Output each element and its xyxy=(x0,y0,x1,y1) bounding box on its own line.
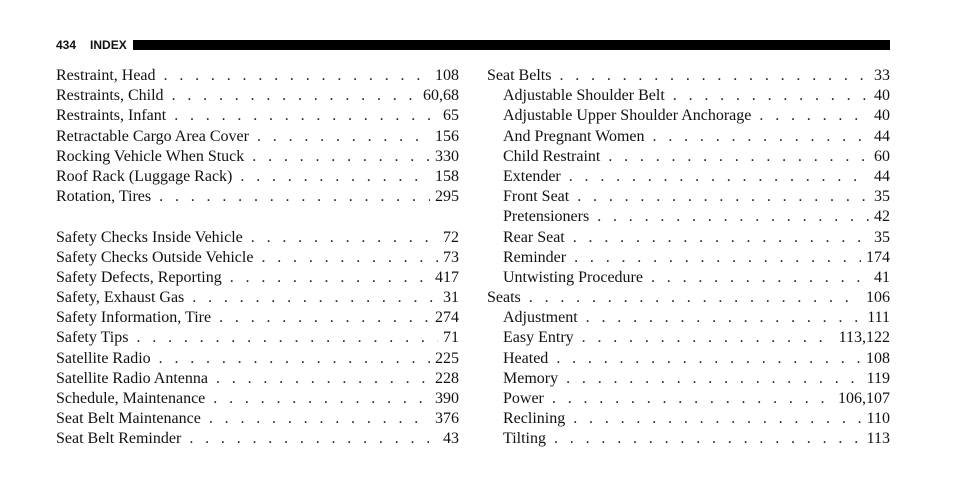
index-pages: 110 xyxy=(866,410,890,428)
dot-leader xyxy=(230,268,430,288)
dot-leader xyxy=(573,409,861,429)
index-term: Tilting xyxy=(503,430,546,448)
index-entry xyxy=(56,86,459,106)
dot-leader xyxy=(164,66,430,86)
index-subentry xyxy=(487,106,890,126)
index-entry xyxy=(56,167,459,187)
index-term: Reminder xyxy=(503,248,567,266)
index-pages: 41 xyxy=(874,268,890,286)
dot-leader xyxy=(159,349,430,369)
dot-leader xyxy=(559,66,869,86)
index-term: Safety Defects, Reporting xyxy=(56,268,222,286)
dot-leader xyxy=(189,429,438,449)
index-term: Seats xyxy=(487,289,521,307)
dot-leader xyxy=(597,207,869,227)
index-entry xyxy=(56,187,459,207)
dot-leader xyxy=(251,228,438,248)
index-column-left xyxy=(56,66,459,450)
dot-leader xyxy=(174,106,438,126)
dot-leader xyxy=(673,86,869,106)
index-subentry xyxy=(487,207,890,227)
index-term: Reclining xyxy=(503,410,566,428)
index-subentry xyxy=(487,389,890,409)
index-pages: 40 xyxy=(874,87,890,105)
index-entry xyxy=(56,308,459,328)
index-subentry xyxy=(487,127,890,147)
dot-leader xyxy=(252,147,430,167)
index-pages: 35 xyxy=(874,188,890,206)
index-term: Power xyxy=(503,390,544,407)
index-entry xyxy=(56,66,459,86)
index-term: Adjustable Upper Shoulder Anchorage xyxy=(503,107,752,125)
index-pages: 60 xyxy=(874,147,890,165)
index-pages: 376 xyxy=(435,410,459,428)
dot-leader xyxy=(573,228,869,248)
index-pages: 225 xyxy=(435,349,459,367)
index-pages: 295 xyxy=(435,188,459,206)
index-pages: 274 xyxy=(435,309,459,327)
index-pages: 31 xyxy=(443,289,459,307)
index-entry xyxy=(56,147,459,167)
page-number: 434 xyxy=(56,38,77,52)
index-term: Safety Tips xyxy=(56,329,129,347)
index-term: Restraints, Child xyxy=(56,87,164,105)
index-pages: 72 xyxy=(443,228,459,246)
index-subentry xyxy=(487,308,890,328)
index-entry xyxy=(56,429,459,449)
index-pages: 174 xyxy=(866,248,890,266)
index-pages: 108 xyxy=(866,349,890,367)
index-entry xyxy=(56,248,459,268)
dot-leader xyxy=(556,349,861,369)
index-term: Extender xyxy=(503,167,561,185)
dot-leader xyxy=(577,187,869,207)
dot-leader xyxy=(257,127,430,147)
index-pages: 108 xyxy=(435,67,459,84)
index-term: Seat Belt Reminder xyxy=(56,430,182,448)
index-term: Adjustable Shoulder Belt xyxy=(503,87,665,105)
index-term: Heated xyxy=(503,349,549,367)
index-term: Pretensioners xyxy=(503,208,590,226)
index-pages: 417 xyxy=(435,268,459,286)
index-subentry xyxy=(487,167,890,187)
index-pages: 35 xyxy=(874,228,890,246)
page-header xyxy=(56,38,890,52)
index-term: Easy Entry xyxy=(503,329,574,347)
dot-leader xyxy=(213,389,430,409)
index-term: And Pregnant Women xyxy=(503,127,645,145)
index-term: Satellite Radio xyxy=(56,349,151,367)
index-pages: 119 xyxy=(866,369,890,387)
section-gap xyxy=(56,207,459,227)
index-entry xyxy=(56,228,459,248)
index-pages: 113,122 xyxy=(838,329,890,347)
index-term: Safety Checks Outside Vehicle xyxy=(56,248,254,266)
index-pages: 60,68 xyxy=(423,87,459,105)
index-pages: 40 xyxy=(874,107,890,125)
dot-leader xyxy=(566,369,861,389)
index-entry xyxy=(56,288,459,308)
index-pages: 44 xyxy=(874,127,890,145)
dot-leader xyxy=(653,127,869,147)
dot-leader xyxy=(554,429,862,449)
index-term: Front Seat xyxy=(503,188,570,206)
index-term: Restraints, Infant xyxy=(56,107,167,125)
index-pages: 106 xyxy=(866,289,890,307)
index-subentry xyxy=(487,187,890,207)
index-term: Restraint, Head xyxy=(56,67,156,84)
index-subentry xyxy=(487,268,890,288)
index-subentry xyxy=(487,228,890,248)
index-entry xyxy=(56,389,459,409)
dot-leader xyxy=(240,167,430,187)
index-pages: 65 xyxy=(443,107,459,125)
index-entry xyxy=(487,66,890,86)
index-entry xyxy=(56,268,459,288)
index-pages: 71 xyxy=(443,329,459,347)
index-term: Safety Information, Tire xyxy=(56,309,212,327)
index-pages: 156 xyxy=(435,127,459,145)
dot-leader xyxy=(136,328,438,348)
dot-leader xyxy=(219,308,430,328)
index-pages: 106,107 xyxy=(838,390,890,407)
dot-leader xyxy=(159,187,430,207)
index-entry xyxy=(56,127,459,147)
index-term: Child Restraint xyxy=(503,147,601,165)
dot-leader xyxy=(759,106,869,126)
dot-leader xyxy=(261,248,438,268)
header-rule xyxy=(133,40,890,50)
index-term: Roof Rack (Luggage Rack) xyxy=(56,167,233,185)
index-subentry xyxy=(487,328,890,348)
index-subentry xyxy=(487,147,890,167)
index-term: Rotation, Tires xyxy=(56,188,152,206)
dot-leader xyxy=(586,308,863,328)
index-pages: 42 xyxy=(874,208,890,226)
index-entry xyxy=(56,349,459,369)
index-term: Safety, Exhaust Gas xyxy=(56,289,185,307)
index-entry xyxy=(56,369,459,389)
index-subentry xyxy=(487,86,890,106)
dot-leader xyxy=(552,389,833,409)
index-term: Retractable Cargo Area Cover xyxy=(56,127,249,145)
index-pages: 43 xyxy=(443,430,459,448)
index-pages: 113 xyxy=(866,430,890,448)
dot-leader xyxy=(192,288,438,308)
index-term: Rear Seat xyxy=(503,228,565,246)
index-term: Satellite Radio Antenna xyxy=(56,369,208,387)
index-entry xyxy=(56,328,459,348)
index-term: Memory xyxy=(503,369,559,387)
dot-leader xyxy=(172,86,418,106)
index-subentry xyxy=(487,369,890,389)
index-term: Rocking Vehicle When Stuck xyxy=(56,147,245,165)
index-term: Schedule, Maintenance xyxy=(56,390,206,407)
index-column-right xyxy=(487,66,890,450)
page-title: INDEX xyxy=(90,38,127,52)
index-pages: 73 xyxy=(443,248,459,266)
dot-leader xyxy=(216,369,430,389)
index-pages: 158 xyxy=(435,167,459,185)
index-term: Seat Belt Maintenance xyxy=(56,410,201,428)
index-pages: 390 xyxy=(435,390,459,407)
dot-leader xyxy=(569,167,869,187)
dot-leader xyxy=(608,147,869,167)
dot-leader xyxy=(529,288,861,308)
index-entry xyxy=(56,106,459,126)
index-pages: 330 xyxy=(435,147,459,165)
index-entry xyxy=(487,288,890,308)
index-term: Safety Checks Inside Vehicle xyxy=(56,228,243,246)
index-pages: 44 xyxy=(874,167,890,185)
dot-leader xyxy=(574,248,861,268)
dot-leader xyxy=(209,409,430,429)
index-pages: 111 xyxy=(867,309,890,327)
index-pages: 33 xyxy=(874,67,890,84)
index-subentry xyxy=(487,429,890,449)
index-subentry xyxy=(487,248,890,268)
dot-leader xyxy=(582,328,834,348)
index-subentry xyxy=(487,349,890,369)
index-entry xyxy=(56,409,459,429)
index-subentry xyxy=(487,409,890,429)
index-pages: 228 xyxy=(435,369,459,387)
index-term: Adjustment xyxy=(503,309,578,327)
index-term: Seat Belts xyxy=(487,67,552,84)
dot-leader xyxy=(651,268,869,288)
index-term: Untwisting Procedure xyxy=(503,268,643,286)
